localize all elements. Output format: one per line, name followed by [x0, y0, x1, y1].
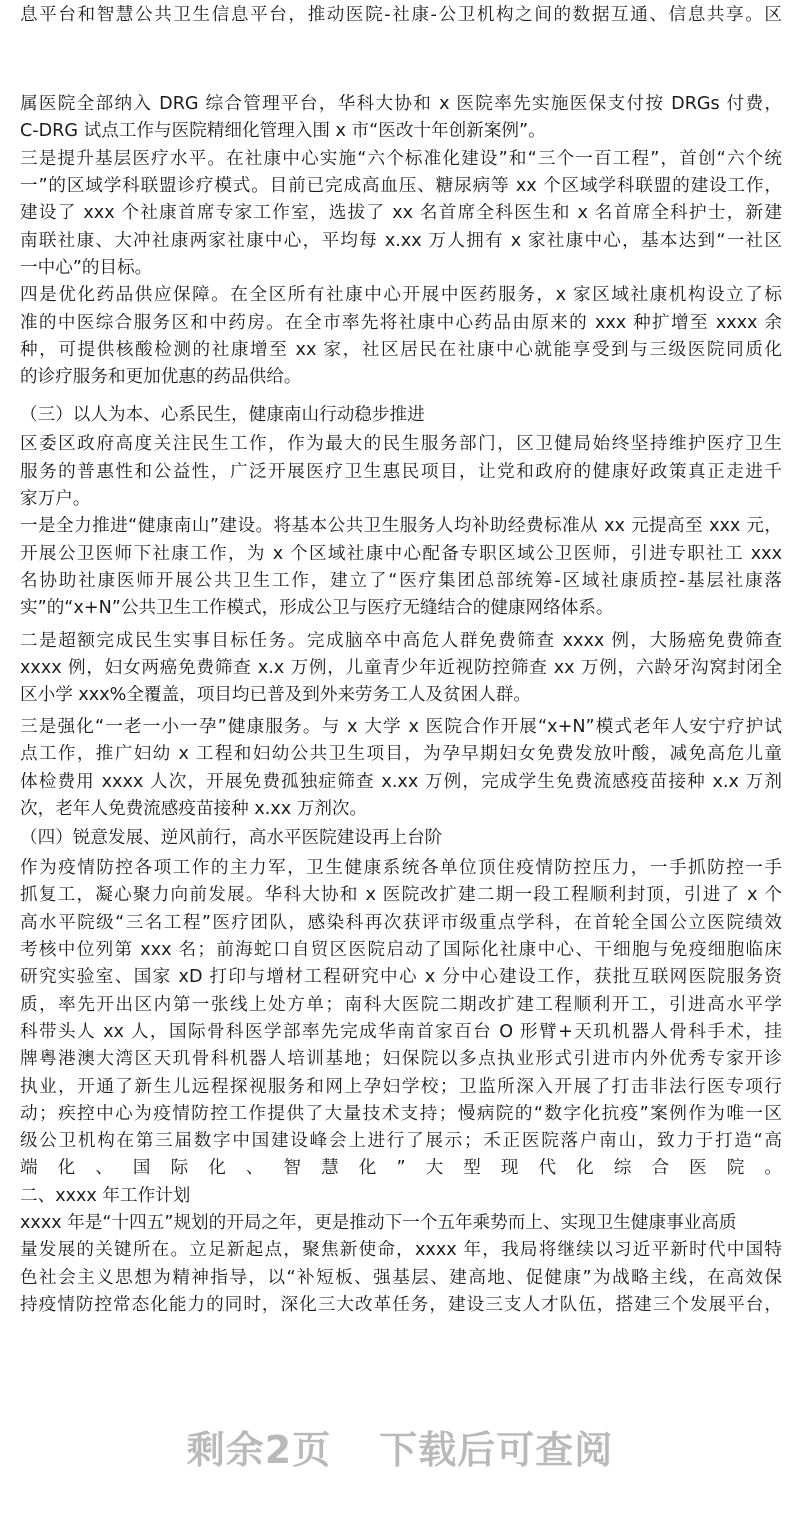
body-line: 量发展的关键所在。立足新起点，聚焦新使命，xxxx 年，我局将继续以习近平新时代中国特 [20, 1240, 782, 1260]
body-line: 南联社康、大冲社康两家社康中心，平均每 x.xx 万人拥有 x 家社康中心，基本达到“一社区 [20, 231, 782, 251]
body-line: 服务的普惠性和公益性，广泛开展医疗卫生惠民项目，让党和政府的健康好政策真正走进千 [20, 462, 782, 482]
body-line: C-DRG 试点工作与医院精细化管理入围 x 市“医改十年创新案例”。 [20, 121, 546, 141]
body-line [20, 1319, 782, 1345]
body-line: 四是优化药品供应保障。在全区所有社康中心开展中医药服务，x 家区域社康机构设立了标 [20, 285, 782, 305]
body-line: 高水平院级“三名工程”医疗团队，感染科再次获评市级重点学科，在首轮全国公立医院绩效 [20, 913, 782, 933]
body-line: 准的中医综合服务区和中药房。在全市率先将社康中心药品由原来的 xxx 种扩增至 xxxx 余 [20, 313, 782, 333]
body-line: 级公卫机构在第三届数字中国建设峰会上进行了展示；禾正医院落户南山，致力于打造“高 [20, 1131, 782, 1151]
body-line: 色社会主义思想为精神指导，以“补短板、强基层、建高地、促健康”为战略主线，在高效保 [20, 1268, 782, 1288]
remaining-pages-banner[interactable] [0, 1410, 800, 1490]
body-line: 点工作，推广妇幼 x 工程和妇幼公共卫生项目，为孕早期妇女免费发放叶酸，减免高危儿童 [20, 744, 782, 764]
body-line: 家万户。 [20, 489, 91, 509]
body-line: 端化、国际化、智慧化”大型现代化综合医院。 [20, 1158, 782, 1178]
body-line: 执业，开通了新生儿远程探视服务和网上孕妇学校；卫监所深入开展了打击非法行医专项行 [20, 1077, 782, 1097]
body-line: 牌粤港澳大湾区天玑骨科机器人培训基地；妇保院以多点执业形式引进市内外优秀专家开诊 [20, 1049, 782, 1069]
body-line: 抓复工，凝心聚力向前发展。华科大协和 x 医院改扩建二期一段工程顺利封顶，引进了 x 个 [20, 885, 782, 905]
body-line: 持疫情防控常态化能力的同时，深化三大改革任务，建设三支人才队伍，搭建三个发展平台， [20, 1295, 782, 1315]
body-line: 作为疫情防控各项工作的主力军，卫生健康系统各单位顶住疫情防控压力，一手抓防控一手 [20, 858, 782, 878]
body-line: 建设了 xxx 个社康首席专家工作室，选拔了 xx 名首席全科医生和 x 名首席全科护士，新建 [20, 203, 782, 223]
body-line: 区委区政府高度关注民生工作，作为最大的民生服务部门，区卫健局始终坚持维护医疗卫生 [20, 434, 782, 454]
body-line: xxxx 例，妇女两癌免费筛查 x.x 万例，儿童青少年近视防控筛查 xx 万例，六龄牙沟窝封闭全 [20, 658, 782, 678]
body-line: 实”的“x+N”公共卫生工作模式，形成公卫与医疗无缝结合的健康网络体系。 [20, 598, 614, 618]
body-line: 次，老年人免费流感疫苗接种 x.xx 万剂次。 [20, 799, 368, 819]
download-to-view-text: 下载后可查阅 [379, 1428, 614, 1472]
body-line: 体检费用 xxxx 人次，开展免费孤独症筛查 x.xx 万例，完成学生免费流感疫苗接种 x.x 万剂 [20, 772, 782, 792]
body-line: 一是全力推进“健康南山”建设。将基本公共卫生服务人均补助经费标准从 xx 元提高至 xxx 元， [20, 516, 782, 536]
body-line: 开展公卫医师下社康工作，为 x 个区域社康中心配备专职区域公卫医师，引进专职社工 xxx [20, 544, 782, 564]
body-line: 属医院全部纳入 DRG 综合管理平台，华科大协和 x 医院率先实施医保支付按 DRGs 付费， [20, 94, 782, 114]
remaining-pages-text: 剩余2页 [186, 1428, 332, 1472]
body-line: 研究实验室、国家 xD 打印与增材工程研究中心 x 分中心建设工作，获批互联网医院服务资 [20, 967, 782, 987]
body-line: 种，可提供核酸检测的社康增至 xx 家，社区居民在社康中心就能享受到与三级医院同质化 [20, 340, 782, 360]
top-fragment-region [0, 0, 800, 34]
body-line: 三是强化“一老一小一孕”健康服务。与 x 大学 x 医院合作开展“x+N”模式老年人安宁疗护试 [20, 717, 782, 737]
body-line: 一中心”的目标。 [20, 258, 153, 278]
body-line: 科带头人 xx 人，国际骨科医学部率先完成华南首家百台 O 形臂+天玑机器人骨科手术，挂 [20, 1022, 782, 1042]
body-line: 的诊疗服务和更加优惠的药品供给。 [20, 367, 302, 387]
body-line: 二、xxxx 年工作计划 [20, 1186, 191, 1206]
section-heading: （四）锐意发展、逆风前行，高水平医院建设再上台阶 [20, 828, 443, 848]
body-line: 一”的区域学科联盟诊疗模式。目前已完成高血压、糖尿病等 xx 个区域学科联盟的建设工作， [20, 176, 782, 196]
body-line: 二是超额完成民生实事目标任务。完成脑卒中高危人群免费筛查 xxxx 例，大肠癌免费筛查 [20, 631, 782, 651]
body-line: 区小学 xxx%全覆盖，项目均已普及到外来劳务工人及贫困人群。 [20, 685, 531, 705]
section-heading: xxxx 年是“十四五”规划的开局之年，更是推动下一个五年乘势而上、实现卫生健康事业高质 [20, 1213, 737, 1233]
body-line: 三是提升基层医疗水平。在社康中心实施“六个标准化建设”和“三个一百工程”，首创“六个统 [20, 149, 782, 169]
body-line: 质，率先开出区内第一张线上处方单；南科大医院二期改扩建工程顺利开工，引进高水平学 [20, 995, 782, 1015]
body-line: 动；疾控中心为疫情防控工作提供了大量技术支持；慢病院的“数字化抗疫”案例作为唯一区 [20, 1104, 782, 1124]
top-fragment-line: 息平台和智慧公共卫生信息平台，推动医院-社康-公卫机构之间的数据互通、信息共享。区 [20, 5, 782, 25]
body-line: 考核中位列第 xxx 名；前海蛇口自贸区医院启动了国际化社康中心、干细胞与免疫细胞临床 [20, 940, 782, 960]
section-heading: （三）以人为本、心系民生，健康南山行动稳步推进 [20, 405, 425, 425]
body-line: 名协助社康医师开展公共卫生工作，建立了“医疗集团总部统筹-区域社康质控-基层社康落 [20, 571, 782, 591]
